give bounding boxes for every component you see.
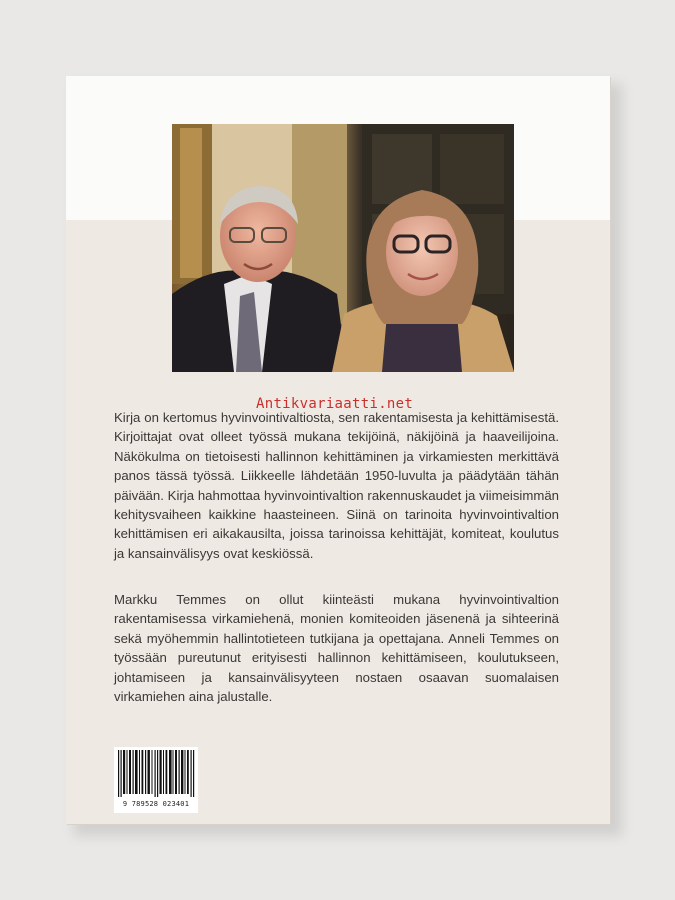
book-back-cover <box>66 76 610 824</box>
watermark: Antikvariaatti.net <box>256 396 414 412</box>
isbn-barcode <box>114 747 198 813</box>
barcode-icon <box>114 747 198 799</box>
blurb-paragraph-1: Kirja on kertomus hyvinvointivaltiosta, sen rakentamisesta ja kehittämisestä. Kirjoittajat ovat olleet työssä mukana tekijöinä, näkijöinä ja haaveilijoina. Näkökulma on tietoisesti hallinnon kehittäminen ja virkamiesten merkittävä panos tässä työssä. Liikkeelle lähdetään 1950-luvulta ja päädytään tähän päivään. Kirja hahmottaa hyvinvointivaltion rakennuskaudet ja viimeisimmän kehitysvaiheen kaikkine haasteineen. Siinä on tarinoita hyvinvointivaltion kehittämisen eri aikakausilta, joissa tarinoissa kehittäjät, komiteat, koulutus ja kansainvälisyys ovat keskiössä. <box>114 410 559 561</box>
isbn-number: 9 789528 023401 <box>122 800 190 808</box>
author-photo <box>172 124 514 372</box>
blurb-paragraph-2: Markku Temmes on ollut kiinteästi mukana hyvinvointivaltion rakentamisessa virkamiehenä, monien komiteoiden jäsenenä ja sihteerinä sekä myöhemmin hallintotieteen tutkijana ja opettajana. Anneli Temmes on työssään pureutunut erityisesti hallinnon kehittämiseen, koulutukseen, johtamiseen ja kansainvälisyyteen nostaen osaavan suomalaisen virkamiehen aina jalustalle. <box>114 592 559 705</box>
